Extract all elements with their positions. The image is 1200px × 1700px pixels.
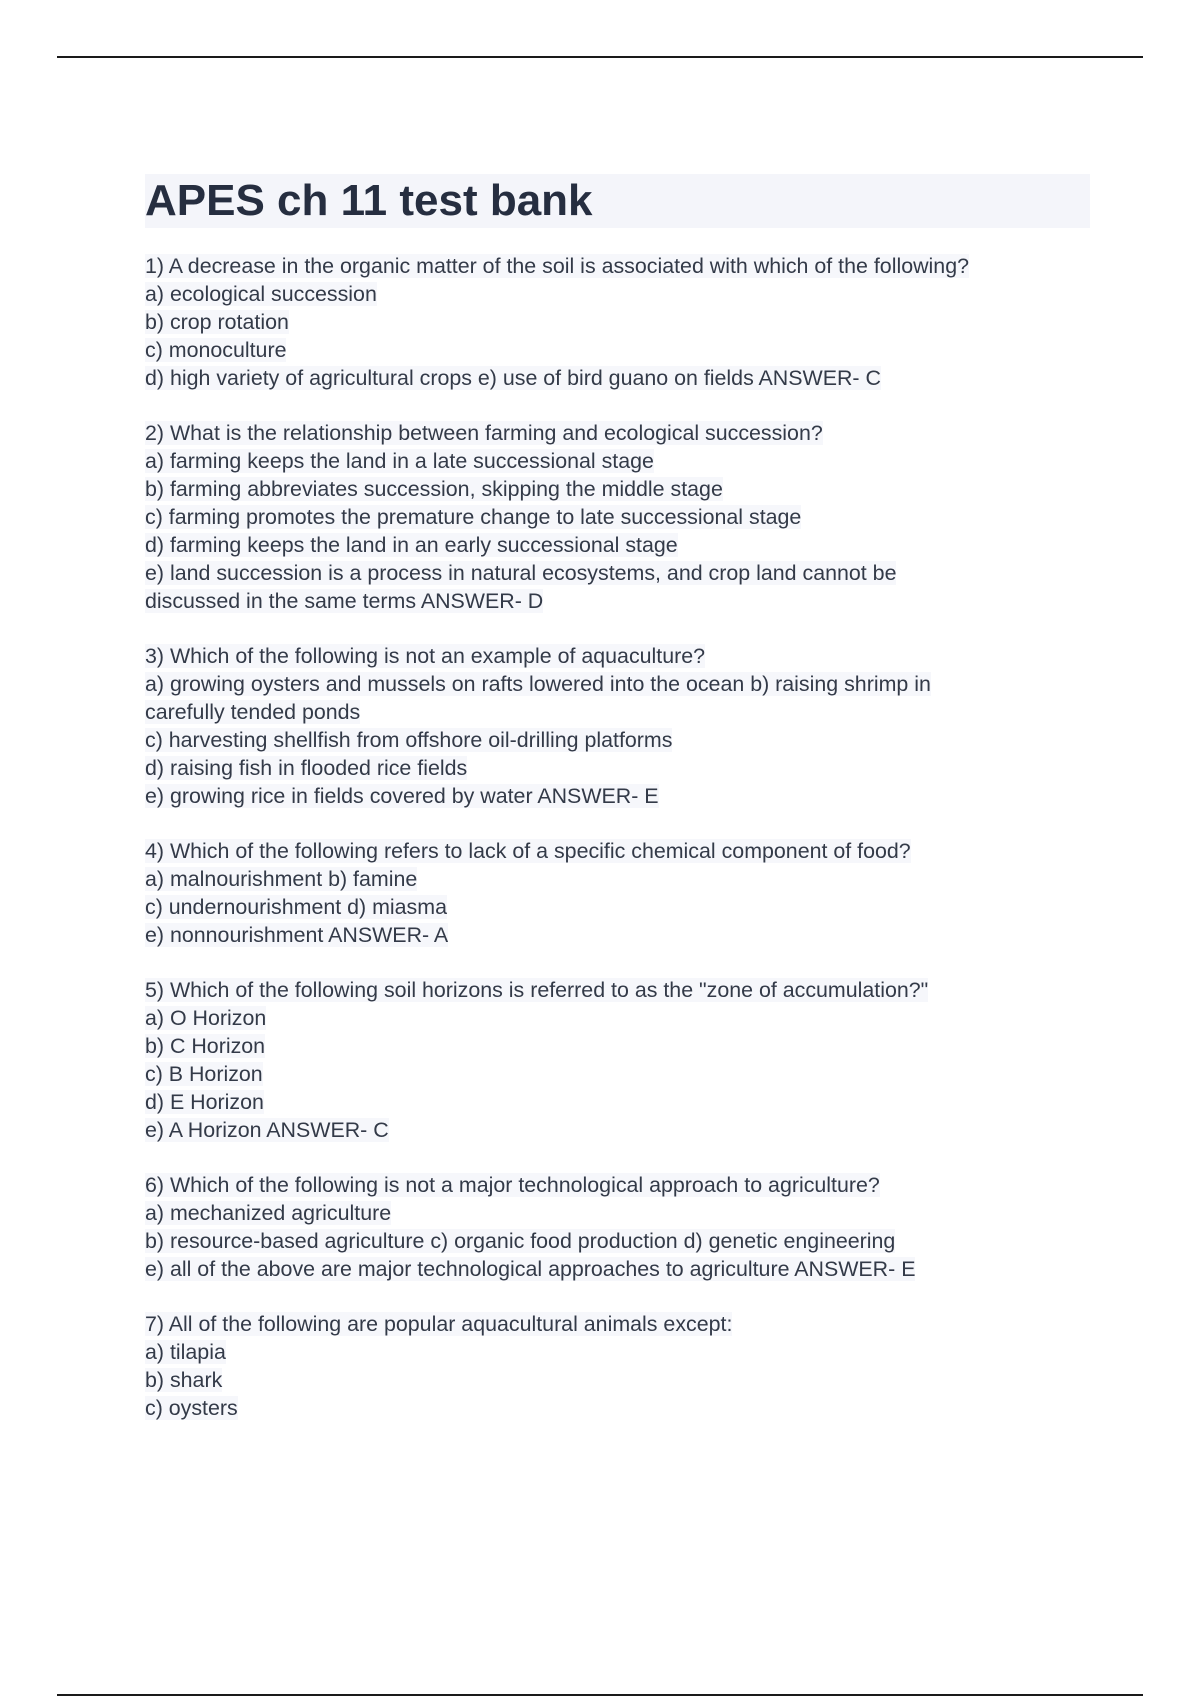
question-list [145,252,1090,1422]
question-1 [145,252,1090,392]
answer-option: c) harvesting shellfish from offshore oil-drilling platforms [145,728,673,752]
answer-option: a) malnourishment b) famine [145,867,418,891]
question-line: 3) Which of the following is not an example of aquaculture? [145,644,706,668]
answer-option: c) oysters [145,1396,238,1420]
answer-option: d) raising fish in flooded rice fields [145,756,468,780]
question-5 [145,976,1090,1144]
question-line: 7) All of the following are popular aquacultural animals except: [145,1312,733,1336]
answer-option: e) A Horizon ANSWER- C [145,1118,389,1142]
answer-option: c) farming promotes the premature change to late successional stage [145,505,802,529]
answer-option: d) E Horizon [145,1090,264,1114]
bottom-rule [57,1694,1143,1696]
question-line: 6) Which of the following is not a major technological approach to agriculture? [145,1173,880,1197]
answer-option: c) undernourishment d) miasma [145,895,447,919]
answer-option: a) growing oysters and mussels on rafts lowered into the ocean b) raising shrimp in [145,672,931,696]
answer-option: e) all of the above are major technological approaches to agriculture ANSWER- E [145,1257,916,1281]
answer-option: a) tilapia [145,1340,226,1364]
answer-option: carefully tended ponds [145,700,361,724]
answer-option: c) monoculture [145,338,287,362]
top-rule [57,56,1143,58]
answer-option: d) farming keeps the land in an early successional stage [145,533,678,557]
answer-option: a) farming keeps the land in a late successional stage [145,449,654,473]
answer-option: e) growing rice in fields covered by water ANSWER- E [145,784,659,808]
question-4 [145,837,1090,949]
question-line: 5) Which of the following soil horizons is referred to as the "zone of accumulation?" [145,978,929,1002]
answer-option: a) ecological succession [145,282,377,306]
question-7 [145,1310,1090,1422]
answer-option: discussed in the same terms ANSWER- D [145,589,544,613]
question-6 [145,1171,1090,1283]
answer-option: c) B Horizon [145,1062,263,1086]
question-3 [145,642,1090,810]
answer-option: e) nonnourishment ANSWER- A [145,923,449,947]
answer-option: a) mechanized agriculture [145,1201,392,1225]
answer-option: e) land succession is a process in natural ecosystems, and crop land cannot be [145,561,897,585]
document-title: APES ch 11 test bank [145,174,1090,228]
answer-option: d) high variety of agricultural crops e) use of bird guano on fields ANSWER- C [145,366,881,390]
answer-option: b) crop rotation [145,310,289,334]
answer-option: b) shark [145,1368,223,1392]
answer-option: b) farming abbreviates succession, skipping the middle stage [145,477,723,501]
answer-option: b) C Horizon [145,1034,266,1058]
question-2 [145,419,1090,615]
answer-option: a) O Horizon [145,1006,267,1030]
question-line: 4) Which of the following refers to lack of a specific chemical component of food? [145,839,911,863]
answer-option: b) resource-based agriculture c) organic food production d) genetic engineering [145,1229,896,1253]
question-line: 1) A decrease in the organic matter of the soil is associated with which of the following? [145,254,969,278]
question-line: 2) What is the relationship between farming and ecological succession? [145,421,823,445]
document-body [145,174,1090,1449]
